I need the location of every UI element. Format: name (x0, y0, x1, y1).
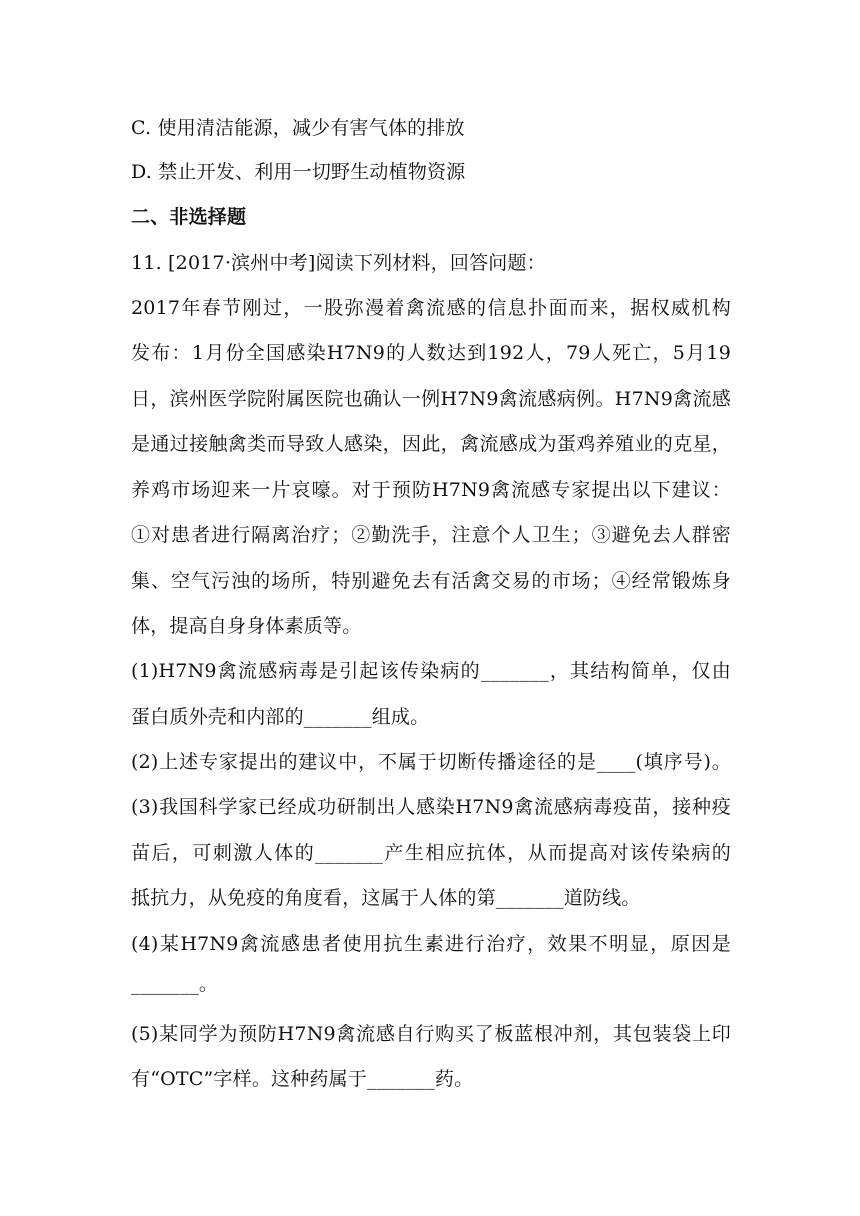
sub-question-3-cont: 抵抗力，从免疫的角度看，这属于人体的第_______道防线。 (131, 887, 641, 909)
passage-line: 养鸡市场迎来一片哀嚎。对于预防H7N9禽流感专家提出以下建议： (131, 479, 731, 501)
passage-line: 体，提高自身身体素质等。 (131, 615, 362, 637)
sub-question-4: (4)某H7N9禽流感患者使用抗生素进行治疗，效果不明显，原因是 (131, 933, 731, 955)
sub-question-2: (2)上述专家提出的建议中，不属于切断传播途径的是____(填序号)。 (131, 751, 731, 773)
passage-line: 日，滨州医学院附属医院也确认一例H7N9禽流感病例。H7N9禽流感 (131, 388, 731, 410)
passage-line: ①对患者进行隔离治疗；②勤洗手，注意个人卫生；③避免去人群密 (131, 524, 731, 546)
section-title: 二、非选择题 (131, 206, 247, 228)
passage-line: 集、空气污浊的场所，特别避免去有活禽交易的市场；④经常锻炼身 (131, 570, 731, 592)
sub-question-1-cont: 蛋白质外壳和内部的_______组成。 (131, 706, 430, 728)
question-header: 11. [2017·滨州中考]阅读下列材料，回答问题： (131, 252, 546, 274)
sub-question-5-cont: 有“OTC”字样。这种药属于_______药。 (131, 1068, 474, 1090)
passage-line: 是通过接触禽类而导致人感染，因此，禽流感成为蛋鸡养殖业的克星， (131, 433, 731, 455)
option-c: C. 使用清洁能源，减少有害气体的排放 (131, 117, 465, 139)
sub-question-1: (1)H7N9禽流感病毒是引起该传染病的_______，其结构简单，仅由 (131, 660, 731, 682)
sub-question-5: (5)某同学为预防H7N9禽流感自行购买了板蓝根冲剂，其包装袋上印 (131, 1023, 731, 1045)
passage-line: 2017年春节刚过，一股弥漫着禽流感的信息扑面而来，据权威机构 (131, 297, 731, 319)
sub-question-4-cont: _______。 (131, 973, 219, 995)
passage-line: 发布：1月份全国感染H7N9的人数达到192人，79人死亡，5月19 (131, 342, 731, 364)
option-d: D. 禁止开发、利用一切野生动植物资源 (131, 161, 466, 183)
sub-question-3: (3)我国科学家已经成功研制出人感染H7N9禽流感病毒疫苗，接种疫 (131, 796, 731, 818)
sub-question-3-cont: 苗后，可刺激人体的_______产生相应抗体，从而提高对该传染病的 (131, 842, 731, 864)
